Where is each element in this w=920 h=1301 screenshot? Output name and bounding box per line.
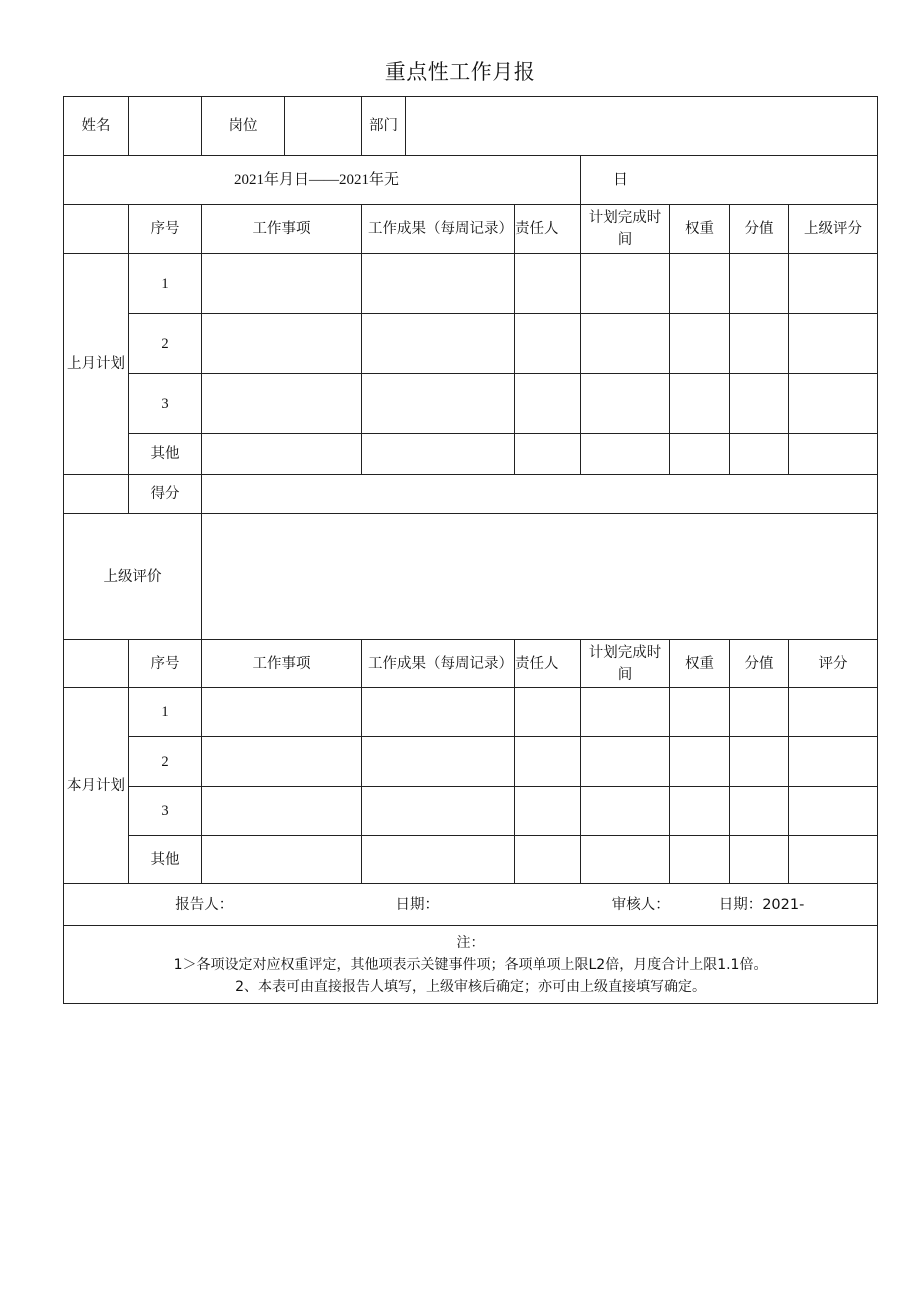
owner-cell[interactable] — [515, 688, 581, 737]
weight-cell[interactable] — [670, 434, 730, 475]
blank-cell — [64, 640, 129, 688]
date-range-row — [64, 156, 878, 205]
col-result: 工作成果（每周记录） — [362, 205, 515, 254]
due-cell[interactable] — [581, 254, 670, 314]
blank-cell — [64, 205, 129, 254]
score-cell[interactable] — [789, 836, 878, 884]
due-cell[interactable] — [581, 836, 670, 884]
col-item: 工作事项 — [202, 205, 362, 254]
page-title: 重点性工作月报 — [384, 60, 536, 84]
item-cell[interactable] — [202, 688, 362, 737]
result-cell[interactable] — [362, 314, 515, 374]
superior-review-label: 上级评价 — [64, 514, 202, 640]
due-cell[interactable] — [581, 787, 670, 836]
value-cell[interactable] — [730, 836, 789, 884]
col-seq: 序号 — [129, 205, 202, 254]
weight-cell[interactable] — [670, 688, 730, 737]
item-cell[interactable] — [202, 836, 362, 884]
owner-cell[interactable] — [515, 737, 581, 787]
score-row — [64, 475, 878, 514]
col-score-value: 分值 — [730, 640, 789, 688]
table-row — [64, 254, 878, 314]
owner-cell[interactable] — [515, 787, 581, 836]
item-cell[interactable] — [202, 374, 362, 434]
owner-cell[interactable] — [515, 314, 581, 374]
owner-cell[interactable] — [515, 254, 581, 314]
result-cell[interactable] — [362, 737, 515, 787]
monthly-report-form — [63, 96, 878, 1004]
notes-heading: 注： — [456, 934, 485, 951]
notes-line-2: 2、本表可由直接报告人填写，上级审核后确定；亦可由上级直接填写确定。 — [235, 978, 706, 995]
col-result: 工作成果（每周记录） — [362, 640, 515, 688]
owner-cell[interactable] — [515, 434, 581, 475]
date-range-end[interactable]: 日 — [581, 156, 878, 205]
dept-label: 部门 — [362, 97, 406, 156]
notes-row — [64, 926, 878, 1004]
value-cell[interactable] — [730, 374, 789, 434]
due-cell[interactable] — [581, 737, 670, 787]
row-seq: 1 — [129, 688, 202, 737]
col-owner: 责任人 — [515, 205, 581, 254]
item-cell[interactable] — [202, 434, 362, 475]
notes-block — [64, 926, 878, 1004]
superior-score-cell[interactable] — [789, 434, 878, 475]
row-seq: 3 — [129, 374, 202, 434]
result-cell[interactable] — [362, 254, 515, 314]
review-date-label: 日期：2021- — [718, 896, 805, 913]
due-cell[interactable] — [581, 434, 670, 475]
report-date-label: 日期： — [395, 896, 439, 913]
dept-field[interactable] — [406, 97, 878, 156]
name-label: 姓名 — [64, 97, 129, 156]
name-field[interactable] — [129, 97, 202, 156]
item-cell[interactable] — [202, 314, 362, 374]
result-cell[interactable] — [362, 688, 515, 737]
col-owner: 责任人 — [515, 640, 581, 688]
row-seq: 1 — [129, 254, 202, 314]
superior-score-cell[interactable] — [789, 374, 878, 434]
row-seq: 其他 — [129, 836, 202, 884]
notes-line-1: 1＞各项设定对应权重评定，其他项表示关键事件项；各项单项上限L2倍，月度合计上限1.1倍。 — [173, 956, 768, 973]
col-weight: 权重 — [670, 640, 730, 688]
due-cell[interactable] — [581, 314, 670, 374]
row-seq: 其他 — [129, 434, 202, 475]
weight-cell[interactable] — [670, 254, 730, 314]
col-item: 工作事项 — [202, 640, 362, 688]
weight-cell[interactable] — [670, 374, 730, 434]
col-due: 计划完成时间 — [581, 205, 670, 254]
col-superior-score: 上级评分 — [789, 205, 878, 254]
value-cell[interactable] — [730, 434, 789, 475]
item-cell[interactable] — [202, 254, 362, 314]
last-month-header-row — [64, 205, 878, 254]
value-cell[interactable] — [730, 314, 789, 374]
weight-cell[interactable] — [670, 836, 730, 884]
owner-cell[interactable] — [515, 836, 581, 884]
signature-row — [64, 884, 878, 926]
value-cell[interactable] — [730, 254, 789, 314]
score-cell[interactable] — [789, 787, 878, 836]
col-weight: 权重 — [670, 205, 730, 254]
value-cell[interactable] — [730, 787, 789, 836]
table-row — [64, 434, 878, 475]
score-label: 得分 — [129, 475, 202, 514]
item-cell[interactable] — [202, 737, 362, 787]
result-cell[interactable] — [362, 374, 515, 434]
table-row — [64, 688, 878, 737]
score-cell[interactable] — [789, 737, 878, 787]
result-cell[interactable] — [362, 434, 515, 475]
reviewer-label: 审核人： — [611, 896, 670, 913]
row-seq: 2 — [129, 314, 202, 374]
this-month-header-row — [64, 640, 878, 688]
superior-score-cell[interactable] — [789, 254, 878, 314]
header-row — [64, 97, 878, 156]
result-cell[interactable] — [362, 836, 515, 884]
last-month-label: 上月计划 — [64, 254, 129, 475]
table-row — [64, 374, 878, 434]
col-score: 评分 — [789, 640, 878, 688]
position-field[interactable] — [285, 97, 362, 156]
table-row — [64, 836, 878, 884]
score-field[interactable] — [202, 475, 878, 514]
col-seq: 序号 — [129, 640, 202, 688]
weight-cell[interactable] — [670, 787, 730, 836]
weight-cell[interactable] — [670, 314, 730, 374]
owner-cell[interactable] — [515, 374, 581, 434]
col-due: 计划完成时间 — [581, 640, 670, 688]
score-cell[interactable] — [789, 688, 878, 737]
superior-score-cell[interactable] — [789, 314, 878, 374]
blank-cell — [64, 475, 129, 514]
row-seq: 2 — [129, 737, 202, 787]
weight-cell[interactable] — [670, 737, 730, 787]
result-cell[interactable] — [362, 787, 515, 836]
date-range-start[interactable]: 2021年月日——2021年无 — [64, 156, 581, 205]
value-cell[interactable] — [730, 737, 789, 787]
superior-review-row — [64, 514, 878, 640]
due-cell[interactable] — [581, 688, 670, 737]
value-cell[interactable] — [730, 688, 789, 737]
signature-line — [64, 884, 878, 926]
reporter-label: 报告人： — [175, 896, 234, 913]
col-score-value: 分值 — [730, 205, 789, 254]
table-row — [64, 787, 878, 836]
table-row — [64, 314, 878, 374]
due-cell[interactable] — [581, 374, 670, 434]
row-seq: 3 — [129, 787, 202, 836]
table-row — [64, 737, 878, 787]
item-cell[interactable] — [202, 787, 362, 836]
superior-review-field[interactable] — [202, 514, 878, 640]
this-month-label: 本月计划 — [64, 688, 129, 884]
position-label: 岗位 — [202, 97, 285, 156]
